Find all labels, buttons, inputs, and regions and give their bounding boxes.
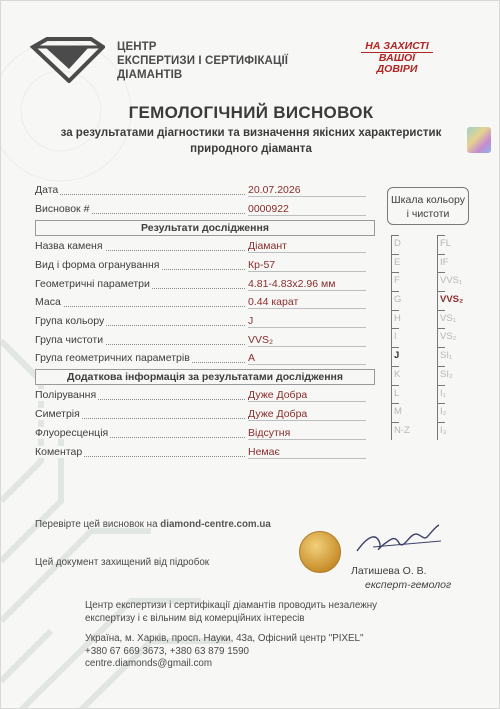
- conclusion-number-row: [35, 201, 373, 217]
- clarity-grade-item: I₂: [440, 406, 447, 418]
- scale-row: [391, 291, 467, 310]
- scale-row: [391, 272, 467, 291]
- color-grade-h: H: [394, 312, 401, 324]
- geometry-group-label: Група геометричних параметрів: [35, 352, 190, 364]
- phone-numbers: +380 67 669 3673, +380 63 879 1590: [85, 645, 249, 657]
- verify-text: Перевірте цей висновок на: [35, 519, 158, 530]
- organization-name: [117, 40, 288, 82]
- clarity-grade-value: VVS₂: [248, 332, 366, 347]
- scale-tick: [437, 254, 445, 255]
- scale-title-box: [387, 187, 469, 225]
- color-grade-d: D: [394, 238, 401, 249]
- conclusion-number-value: 0000922: [248, 201, 366, 216]
- subtitle-line-1: за результатами діагностики та визначення якісних характеристик: [60, 127, 442, 139]
- scale-row: [391, 235, 467, 254]
- polish-label: Полірування: [35, 389, 97, 401]
- scale-tick: [437, 272, 445, 273]
- cut-type-label: Вид і форма огранування: [35, 259, 160, 271]
- expert-role: експерт-гемолог: [365, 579, 452, 591]
- scale-tick: [391, 291, 399, 292]
- slogan-line-2: ВАШОЇ: [378, 52, 416, 64]
- independence-note: [85, 599, 425, 625]
- symmetry-value: Дуже Добра: [248, 406, 366, 421]
- expert-name: Латишева О. В.: [351, 565, 427, 577]
- clarity-grade-item: I₃: [440, 424, 447, 436]
- scale-tick: [391, 403, 399, 404]
- gold-seal-icon: [299, 531, 341, 573]
- polish-value: Дуже Добра: [248, 387, 366, 402]
- protection-note: Цей документ захищений від підробок: [35, 557, 210, 568]
- scale-title-line-2: і чистоти: [406, 208, 450, 220]
- stone-name-label: Назва каменя: [35, 240, 103, 252]
- comment-value: Немає: [248, 444, 366, 459]
- scale-row: [391, 328, 467, 347]
- result-row: [35, 313, 373, 329]
- slogan-line-1: НА ЗАХИСТІ: [361, 41, 432, 53]
- color-grade-n-z: N-Z: [394, 424, 410, 436]
- note-line-1: Центр експертизи і сертифікації діамантів проводить незалежну: [85, 600, 378, 611]
- color-grade-g: G: [394, 294, 402, 306]
- clarity-grade-item: I₁: [440, 387, 446, 399]
- scale-tick: [437, 366, 445, 367]
- scale-tick: [391, 422, 399, 423]
- mass-label: Маса: [35, 296, 61, 308]
- color-grade-e: E: [394, 256, 401, 268]
- stone-name-value: Діамант: [248, 238, 366, 253]
- scale-row: [391, 310, 467, 329]
- cut-type-value: Кр-57: [248, 257, 366, 272]
- verify-line: [35, 519, 271, 530]
- color-grade-value: J: [248, 313, 366, 328]
- comment-label: Коментар: [35, 446, 83, 458]
- scale-tick: [437, 422, 445, 423]
- date-value: 20.07.2026: [248, 182, 366, 197]
- clarity-grade-item: SI₁: [440, 350, 453, 362]
- scale-tick: [437, 328, 445, 329]
- clarity-grade-item: IF: [440, 256, 449, 268]
- symmetry-label: Симетрія: [35, 408, 80, 420]
- additional-row: [35, 444, 373, 460]
- scale-row: [391, 366, 467, 385]
- color-grade-label: Група кольору: [35, 315, 105, 327]
- color-grade-i: I: [394, 331, 397, 343]
- scale-tick: [391, 272, 399, 273]
- additional-row: [35, 425, 373, 441]
- scale-tick: [437, 235, 445, 236]
- clarity-grade-label: Група чистоти: [35, 334, 104, 346]
- note-line-2: експертизу і є вільним від комерційних інтересів: [85, 613, 305, 624]
- org-line-2: ЕКСПЕРТИЗИ І СЕРТИФІКАЦІЇ: [117, 55, 289, 67]
- date-row: [35, 182, 373, 198]
- hologram-sticker: [467, 127, 491, 153]
- scale-row: [391, 422, 467, 441]
- org-line-1: ЦЕНТР: [117, 41, 157, 53]
- verify-site-link[interactable]: diamond-centre.com.ua: [160, 519, 271, 530]
- scale-tick: [391, 254, 399, 255]
- clarity-grade-item: SI₂: [440, 368, 453, 380]
- section-additional-header: Додаткова інформація за результатами дослідження: [35, 369, 375, 385]
- result-row: [35, 257, 373, 273]
- geometry-value: 4.81-4.83x2.96 мм: [248, 276, 366, 291]
- scale-tick: [437, 385, 445, 386]
- conclusion-number-label: Висновок #: [35, 203, 90, 215]
- expert-signature: [353, 521, 445, 561]
- scale-tick: [391, 235, 399, 236]
- mass-value: 0.44 карат: [248, 294, 366, 309]
- scale-tick: [437, 310, 445, 311]
- slogan-line-3: ДОВІРИ: [376, 63, 418, 75]
- color-grade-f: F: [394, 275, 400, 287]
- document-subtitle: [31, 125, 471, 157]
- color-grade-m: M: [394, 406, 402, 418]
- color-grade-l: L: [394, 387, 400, 399]
- contacts-block: [85, 633, 363, 671]
- scale-row: [391, 385, 467, 404]
- scale-tick: [437, 403, 445, 404]
- diamond-logo-icon: [29, 37, 105, 83]
- scale-title-line-1: Шкала кольору: [391, 194, 465, 206]
- scale-tick: [437, 347, 445, 348]
- scale-row: [391, 347, 467, 366]
- scale-tick: [391, 328, 399, 329]
- color-clarity-scale: [391, 235, 467, 441]
- section-results-header: Результати дослідження: [35, 220, 375, 236]
- scale-tick: [391, 347, 399, 348]
- result-row: [35, 332, 373, 348]
- result-row: [35, 238, 373, 254]
- color-grade-k: K: [394, 368, 401, 380]
- result-row: [35, 294, 373, 310]
- email-link[interactable]: centre.diamonds@gmail.com: [85, 658, 213, 669]
- color-grade-j: J: [394, 350, 400, 362]
- org-line-3: ДІАМАНТІВ: [117, 69, 183, 81]
- fluorescence-label: Флуоресценція: [35, 427, 109, 439]
- clarity-grade-item: VVS₂: [440, 294, 464, 306]
- scale-tick: [391, 310, 399, 311]
- clarity-grade-item: VS₂: [440, 331, 457, 343]
- result-row: [35, 276, 373, 292]
- address-text: Україна, м. Харків, просп. Науки, 43а, Офісний центр "PIXEL": [85, 633, 364, 644]
- scale-tick: [391, 385, 399, 386]
- scale-tick: [437, 291, 445, 292]
- fluorescence-value: Відсутня: [248, 425, 366, 440]
- date-label: Дата: [35, 184, 59, 196]
- geometry-label: Геометричні параметри: [35, 278, 150, 290]
- scale-row: [391, 403, 467, 422]
- result-row: [35, 350, 373, 366]
- additional-row: [35, 387, 373, 403]
- scale-row: [391, 254, 467, 273]
- scale-tick: [391, 366, 399, 367]
- additional-row: [35, 406, 373, 422]
- geometry-group-value: A: [248, 350, 366, 365]
- slogan-stamp: [349, 41, 445, 83]
- clarity-grade-item: FL: [440, 238, 452, 249]
- subtitle-line-2: природного діаманта: [190, 143, 312, 155]
- document-title: ГЕМОЛОГІЧНИЙ ВИСНОВОК: [128, 103, 374, 122]
- clarity-grade-item: VS₁: [440, 312, 456, 324]
- clarity-grade-item: VVS₁: [440, 275, 463, 287]
